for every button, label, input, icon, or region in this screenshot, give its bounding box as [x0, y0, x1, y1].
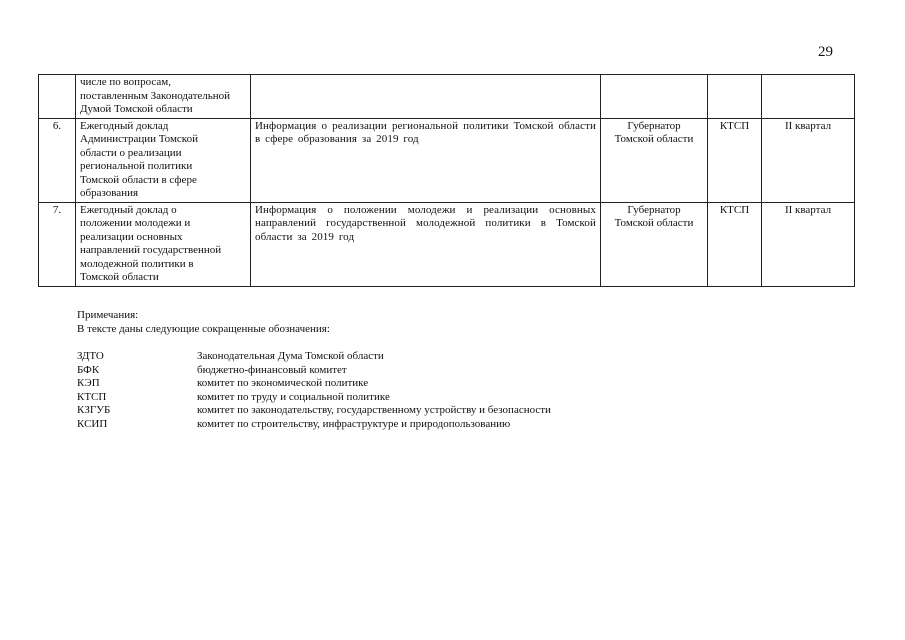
event-name-line: положении молодежи и [80, 217, 191, 229]
event-name-line: Ежегодный доклад о [80, 203, 177, 216]
abbreviation-code: БФК [77, 363, 100, 376]
notes-intro: В тексте даны следующие сокращенные обозначения: [77, 322, 330, 335]
event-description: Информация о положении молодежи и реализации основных направлений государственной молодежной политики в Томской области за 2019 год [251, 202, 601, 286]
row-number: 6. [39, 118, 76, 202]
abbreviation-code: КСИП [77, 417, 108, 430]
event-description [251, 75, 601, 119]
responsible-line: Губернатор [627, 119, 681, 132]
event-name-line: региональной политики [80, 160, 193, 172]
notes-section [77, 309, 330, 336]
event-name-line: области о реализации [80, 146, 182, 159]
event-name-line: Думой Томской области [80, 103, 193, 115]
abbreviation-row [77, 350, 551, 364]
row-number [39, 75, 76, 119]
event-description: Информация о реализации региональной политики Томской области в сфере образования за 2019 год [251, 118, 601, 202]
responsible [601, 118, 708, 202]
event-name-line: образования [80, 187, 139, 199]
table-row [39, 75, 855, 119]
event-name-line: реализации основных [80, 230, 183, 243]
event-name [76, 118, 251, 202]
committee [708, 75, 762, 119]
abbreviation-meaning: комитет по строительству, инфраструктуре и природопользованию [197, 417, 511, 430]
event-name-line: направлений государственной [80, 244, 222, 256]
responsible-line: Томской области [614, 217, 694, 229]
event-name-line: Томской области в сфере [80, 173, 197, 186]
abbreviation-row [77, 391, 551, 405]
abbreviation-meaning: комитет по труду и социальной политике [197, 390, 390, 403]
table-row [39, 118, 855, 202]
abbreviation-meaning: бюджетно-финансовый комитет [197, 363, 347, 376]
abbreviation-code: ЗДТО [77, 350, 104, 362]
notes-heading: Примечания: [77, 309, 139, 321]
abbreviation-code: КЗГУБ [77, 404, 111, 416]
term: II квартал [762, 118, 855, 202]
term: II квартал [762, 202, 855, 286]
row-number: 7. [39, 202, 76, 286]
abbreviation-row [77, 377, 551, 391]
responsible [601, 75, 708, 119]
event-name-line: поставленным Законодательной [80, 89, 231, 102]
abbreviation-row [77, 418, 551, 432]
event-name-line: Ежегодный доклад [80, 119, 169, 132]
responsible-line: Томской области [614, 133, 694, 145]
committee: КТСП [708, 118, 762, 202]
table-row [39, 202, 855, 286]
abbreviation-meaning: комитет по законодательству, государственному устройству и безопасности [197, 404, 551, 416]
responsible-line: Губернатор [627, 203, 681, 216]
event-name-line: числе по вопросам, [80, 76, 171, 88]
abbreviation-row [77, 404, 551, 418]
abbreviation-list [77, 350, 551, 431]
event-name [76, 202, 251, 286]
event-name [76, 75, 251, 119]
abbreviation-meaning: комитет по экономической политике [197, 377, 369, 389]
abbreviation-meaning: Законодательная Дума Томской области [197, 350, 384, 362]
event-name-line: Администрации Томской [80, 133, 198, 145]
abbreviation-code: КТСП [77, 390, 107, 403]
abbreviation-code: КЭП [77, 377, 100, 389]
event-name-line: Томской области [80, 271, 159, 283]
abbreviation-row [77, 364, 551, 378]
plan-table [38, 74, 855, 287]
term [762, 75, 855, 119]
page-number: 29 [818, 44, 833, 60]
committee: КТСП [708, 202, 762, 286]
event-name-line: молодежной политики в [80, 257, 194, 270]
responsible [601, 202, 708, 286]
